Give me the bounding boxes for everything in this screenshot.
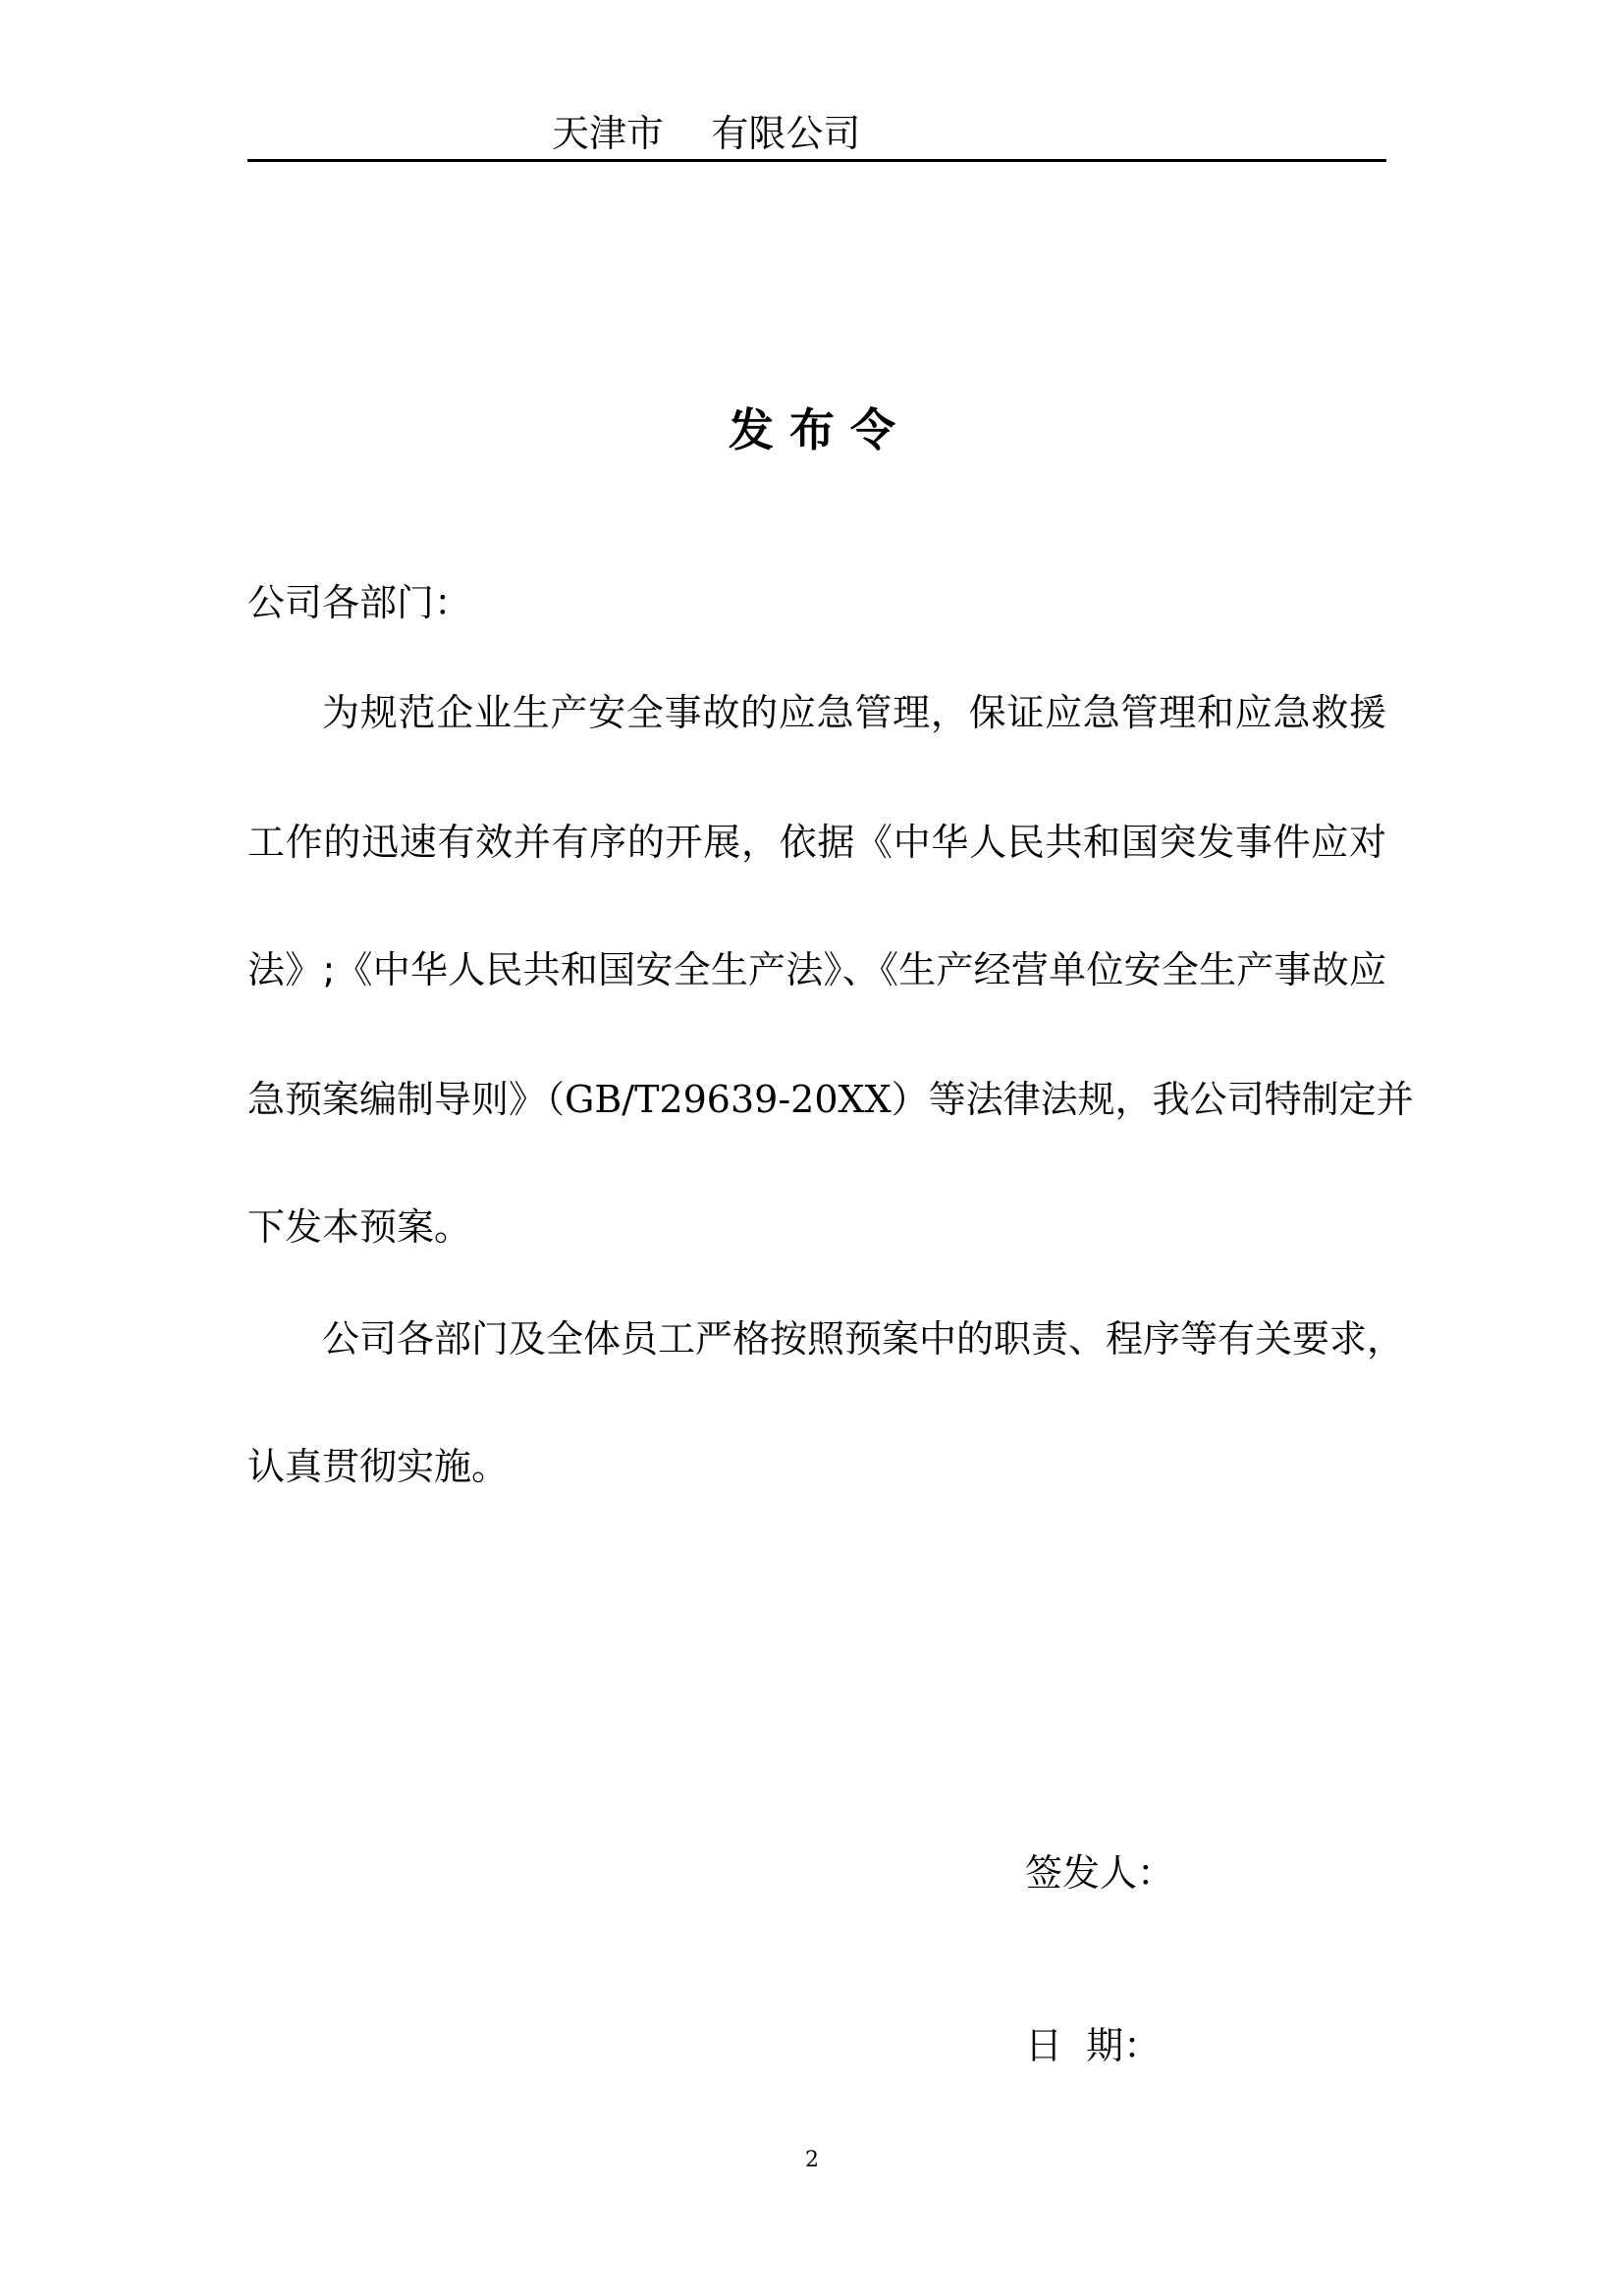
paragraph-1-line-3: 法》;《中华人民共和国安全生产法》、《生产经营单位安全生产事故应 bbox=[247, 948, 1386, 991]
line-4-suffix: ）等法律法规，我公司特制定并 bbox=[891, 1078, 1414, 1121]
issuer-label: 签发人： bbox=[1025, 1851, 1175, 1895]
salutation: 公司各部门： bbox=[247, 581, 472, 624]
line-4-prefix: 急预案编制导则》（ bbox=[247, 1078, 566, 1121]
page-header bbox=[247, 110, 1386, 162]
paragraph-2-line-2: 认真贯彻实施。 bbox=[247, 1445, 510, 1488]
paragraph-1-line-5: 下发本预案。 bbox=[247, 1205, 472, 1249]
date-label: 日 期： bbox=[1025, 2024, 1162, 2067]
company-name: 天津市 有限公司 bbox=[552, 112, 861, 155]
paragraph-1-line-1: 为规范企业生产安全事故的应急管理，保证应急管理和应急救援 bbox=[322, 691, 1386, 734]
paragraph-1-line-2: 工作的迅速有效并有序的开展，依据《中华人民共和国突发事件应对 bbox=[247, 821, 1386, 864]
paragraph-2-line-1: 公司各部门及全体员工严格按照预案中的职责、程序等有关要求， bbox=[322, 1317, 1405, 1361]
page-number: 2 bbox=[805, 2148, 819, 2172]
paragraph-1-line-4 bbox=[247, 1072, 1414, 1127]
standard-code: GB/T29639-20XX bbox=[565, 1078, 892, 1121]
document-title: 发布令 bbox=[729, 403, 911, 456]
